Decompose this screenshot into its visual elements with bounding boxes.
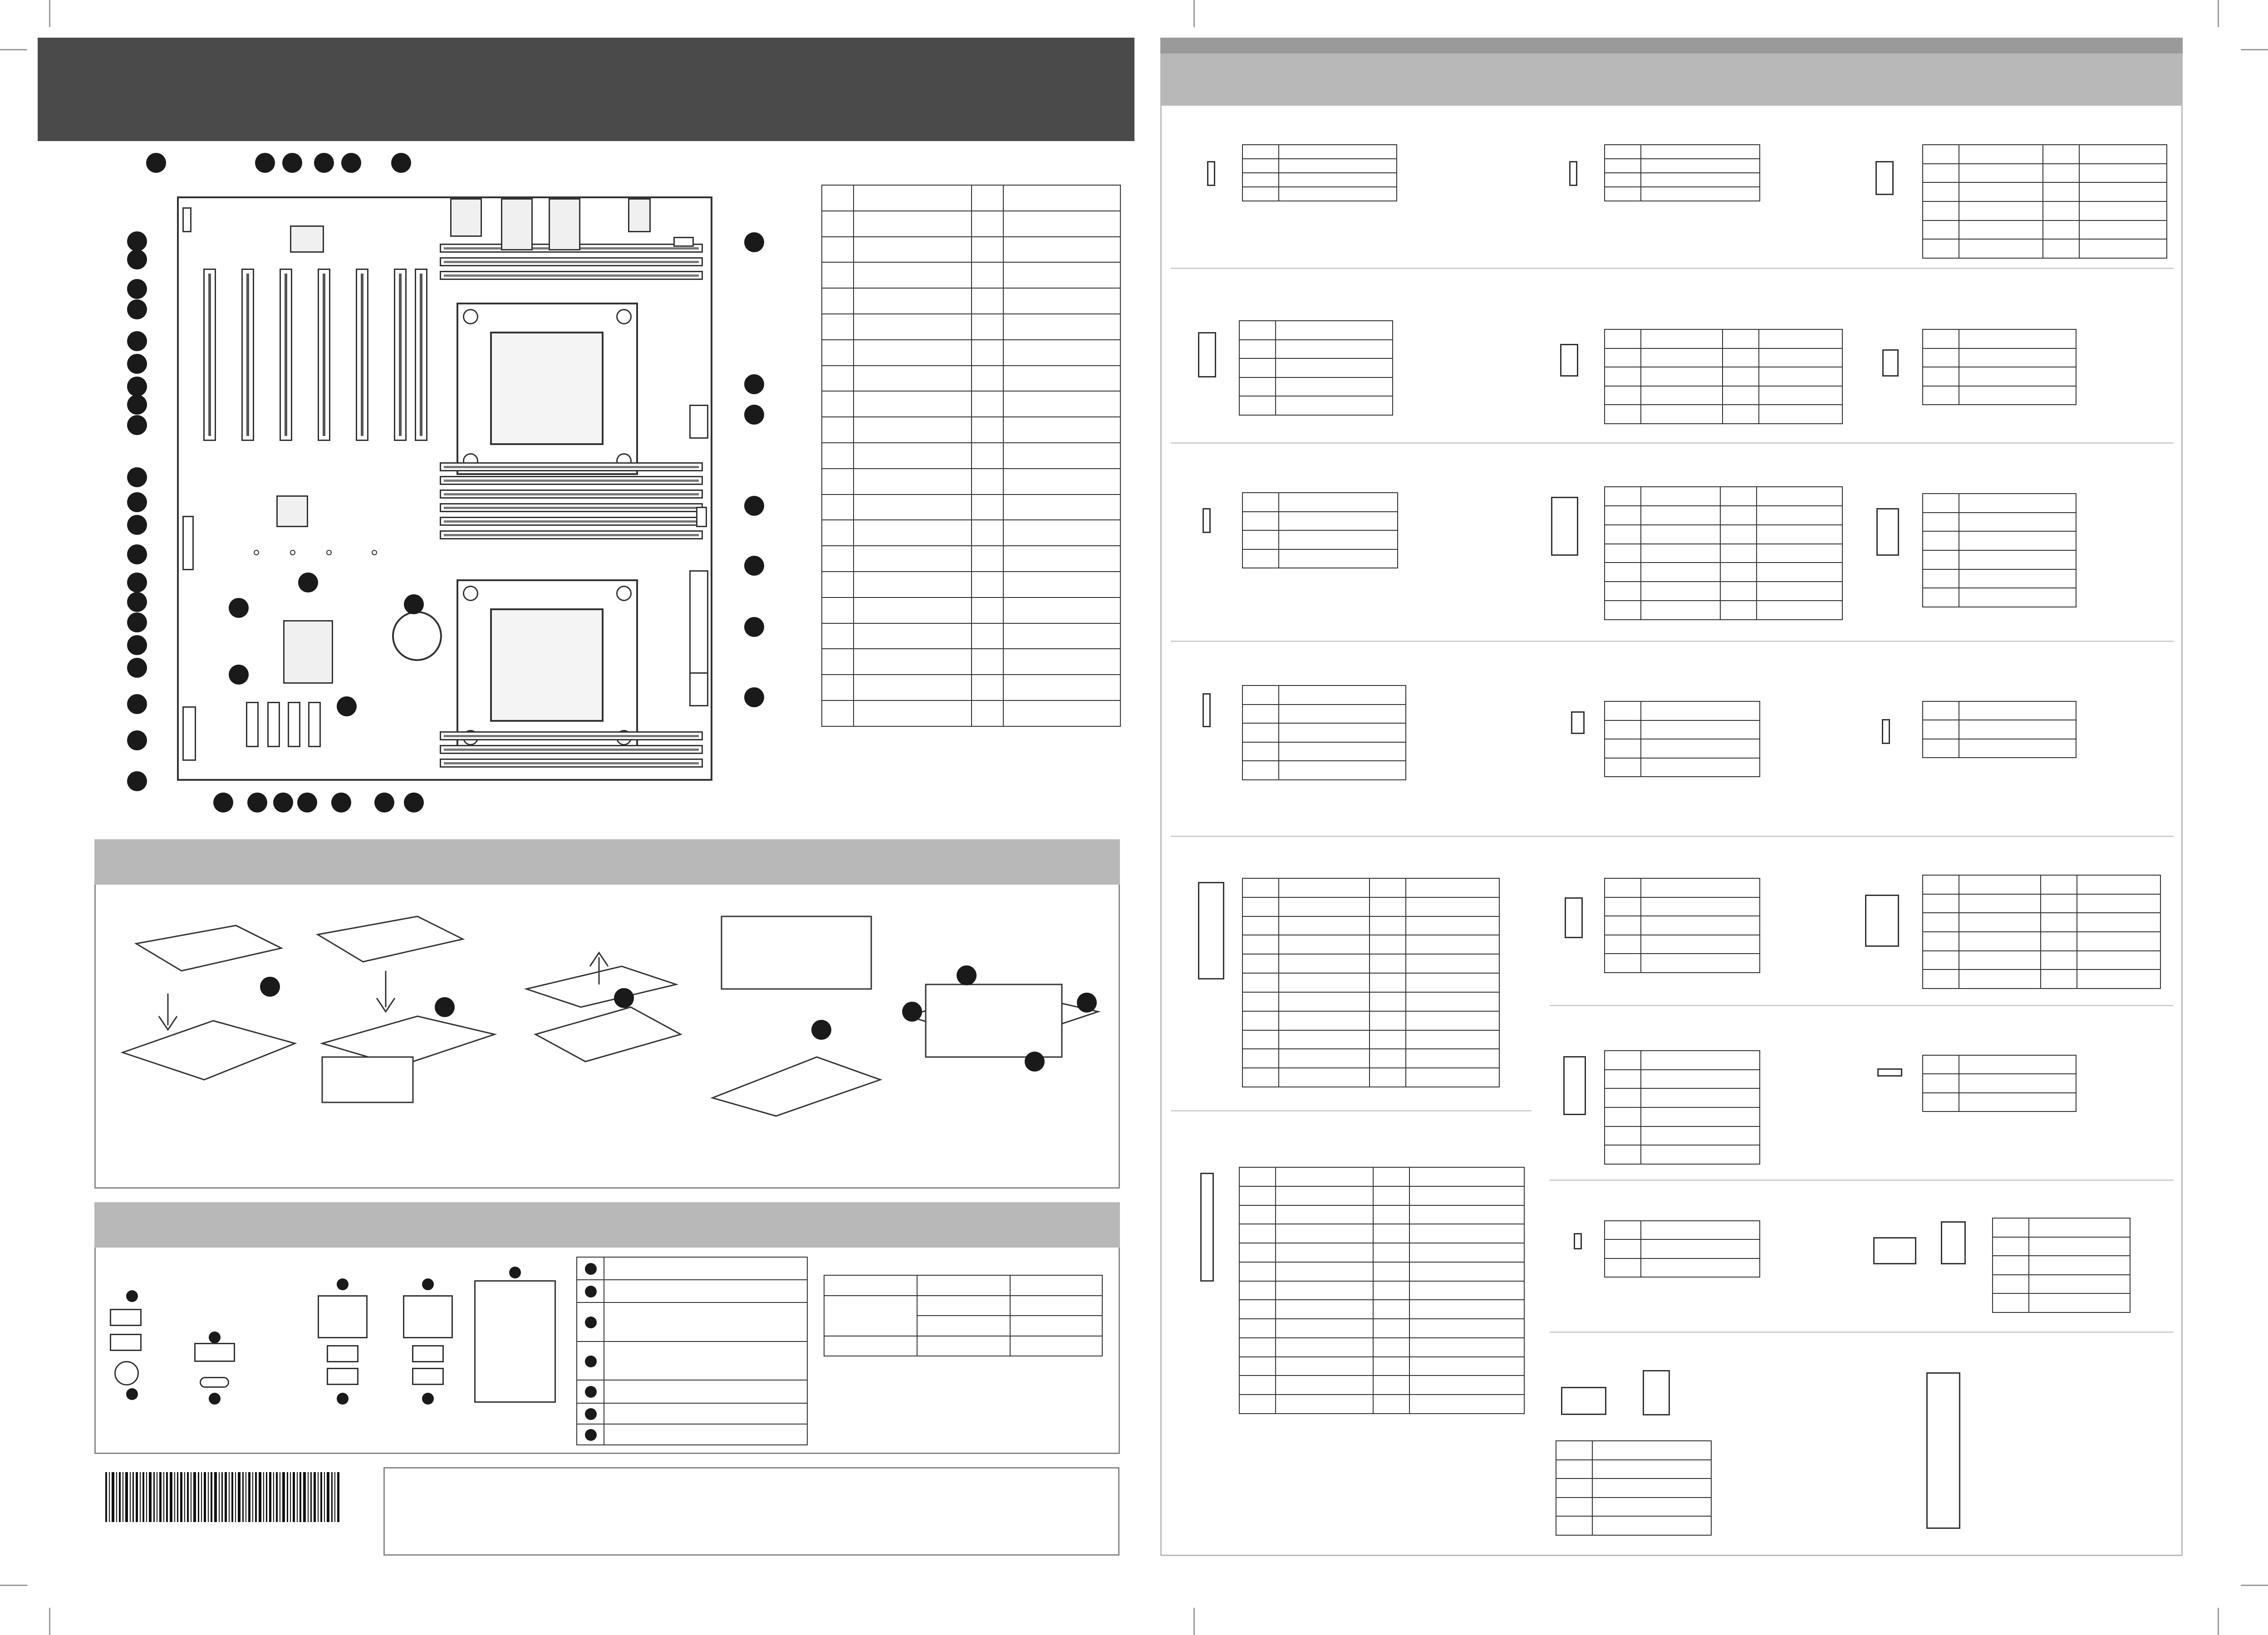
callout-marker	[127, 299, 147, 319]
pinout-table	[1239, 320, 1393, 416]
pcie-slot	[241, 269, 254, 441]
dimm-slot	[440, 490, 703, 499]
pinout-table	[1922, 493, 2077, 607]
dimm-slot	[440, 759, 703, 768]
crop-mark	[49, 1608, 50, 1635]
chipset	[283, 620, 333, 684]
crop-mark	[2241, 1585, 2268, 1586]
cpu-power-connector	[689, 672, 708, 706]
pinout-table	[1242, 144, 1397, 201]
callout-marker	[229, 665, 249, 685]
callout-marker	[247, 793, 267, 813]
connector-icon	[1574, 1233, 1582, 1249]
callout-marker	[744, 405, 764, 425]
barcode	[105, 1472, 341, 1522]
connector-icon	[1876, 508, 1899, 556]
dimm-slot	[440, 731, 703, 740]
callout-marker	[331, 793, 351, 813]
callout-marker	[127, 592, 147, 612]
dimm-slot	[440, 271, 703, 280]
pinout-table	[1242, 878, 1500, 1087]
io-marker-a	[126, 1290, 138, 1302]
connector-icon	[1560, 344, 1578, 377]
connector-icon	[1882, 719, 1890, 744]
pinout-table	[1922, 1055, 2077, 1112]
connector-icon	[1875, 161, 1894, 195]
dimm-slot	[440, 476, 703, 485]
pcie-slot	[356, 269, 368, 441]
connector-icon	[1207, 161, 1215, 186]
connector-icon	[1203, 508, 1211, 533]
crop-mark	[1193, 1608, 1195, 1635]
header	[182, 516, 194, 570]
pinout-table	[1922, 701, 2077, 758]
io-legend-f	[585, 1408, 597, 1420]
connector-icon	[1561, 1387, 1606, 1415]
page-header-right	[1160, 54, 2183, 104]
callout-marker	[298, 573, 318, 592]
usb-port	[412, 1368, 444, 1385]
usb-port	[327, 1345, 358, 1362]
component-legend-table	[821, 185, 1121, 727]
chip-top	[290, 225, 324, 253]
connector-icon	[1198, 332, 1216, 377]
io-legend-d	[585, 1356, 597, 1367]
pcie-slot	[318, 269, 330, 441]
callout-marker	[127, 492, 147, 512]
callout-marker	[127, 612, 147, 632]
usb-c-port	[200, 1377, 229, 1388]
callout-marker	[341, 153, 361, 173]
callout-marker	[127, 231, 147, 251]
ps2-port	[114, 1361, 139, 1385]
callout-marker	[744, 617, 764, 637]
io-legend-c	[585, 1317, 597, 1328]
io-legend-a	[585, 1263, 597, 1275]
callout-marker	[744, 232, 764, 252]
motherboard-layout	[177, 196, 712, 781]
pinout-table	[1604, 1050, 1760, 1165]
pinout-table	[1604, 486, 1843, 620]
callout-marker	[127, 467, 147, 487]
cpu-install-illustrations	[109, 907, 1107, 1121]
connector-icon	[1551, 497, 1578, 556]
callout-marker	[404, 793, 424, 813]
pcie-slot	[280, 269, 292, 441]
connector-icon	[1941, 1221, 1966, 1264]
fan-header	[673, 237, 694, 247]
callout-marker	[213, 793, 233, 813]
cpu-install-header	[94, 839, 1120, 885]
callout-marker	[744, 374, 764, 394]
pinout-table	[1239, 1167, 1525, 1414]
callout-marker	[127, 573, 147, 592]
pinout-table	[1922, 329, 2077, 405]
led-status-table	[824, 1275, 1103, 1356]
pinout-table	[1922, 875, 2161, 989]
connector-icon	[1571, 711, 1585, 734]
callout-marker	[374, 793, 394, 813]
usb-port	[194, 1343, 235, 1362]
crop-mark	[1193, 0, 1195, 27]
callout-marker	[127, 771, 147, 791]
bmc-chip	[276, 495, 308, 527]
pinout-table	[1604, 329, 1843, 424]
connector-icon	[1865, 895, 1899, 947]
callout-marker	[127, 694, 147, 714]
callout-marker	[282, 153, 302, 173]
callout-marker	[404, 594, 424, 614]
io-legend-g	[585, 1429, 597, 1441]
callout-marker	[127, 331, 147, 351]
callout-marker	[744, 496, 764, 516]
connector-icon	[1563, 1056, 1586, 1115]
connector-icon	[1565, 897, 1583, 938]
pcie-slot	[203, 269, 216, 441]
cpu-socket-1	[457, 303, 638, 475]
callout-marker	[127, 415, 147, 435]
pcie-slot	[415, 269, 427, 441]
rear-connector	[549, 198, 580, 250]
header	[182, 706, 196, 761]
usb-port	[412, 1345, 444, 1362]
sata-connector	[288, 702, 300, 747]
callout-marker	[744, 556, 764, 576]
callout-marker	[146, 153, 166, 173]
callout-marker	[127, 515, 147, 535]
connector-icon	[1873, 1237, 1916, 1264]
pinout-table	[1992, 1218, 2131, 1313]
callout-marker	[229, 598, 249, 618]
io-marker-g	[509, 1267, 521, 1278]
page-header-left	[38, 38, 1134, 141]
io-legend-table	[576, 1257, 808, 1445]
dimm-slot	[440, 517, 703, 526]
fan-header	[696, 507, 707, 527]
crop-mark	[2218, 0, 2219, 27]
crop-mark	[0, 49, 27, 50]
rear-connector	[628, 198, 651, 232]
callout-marker	[391, 153, 411, 173]
dimm-slot	[440, 745, 703, 754]
connector-icon	[1882, 349, 1899, 377]
pinout-table	[1604, 878, 1760, 973]
io-marker-c	[337, 1278, 349, 1290]
page-header-right-strip	[1160, 38, 2183, 54]
cpu-power-connector	[689, 405, 708, 439]
callout-marker	[297, 793, 317, 813]
callout-marker	[255, 153, 275, 173]
ethernet-port	[318, 1295, 368, 1338]
connector-icon	[1643, 1370, 1670, 1415]
dimm-slot	[440, 503, 703, 512]
callout-marker	[127, 250, 147, 269]
rear-io-header	[94, 1202, 1120, 1248]
callout-marker	[273, 793, 293, 813]
connector-icon	[1877, 1068, 1902, 1077]
pinout-table	[1604, 144, 1760, 201]
rear-connector	[450, 198, 482, 237]
crop-mark	[49, 0, 50, 27]
sata-connector	[267, 702, 280, 747]
connector-icon	[1569, 161, 1577, 186]
pinout-table	[1604, 1220, 1760, 1278]
dimm-slot	[440, 530, 703, 539]
callout-marker	[127, 635, 147, 655]
connector-icon	[1203, 693, 1211, 727]
callout-marker	[127, 395, 147, 415]
callout-marker	[127, 730, 147, 750]
cpu-socket-2	[457, 579, 638, 752]
callout-marker	[744, 687, 764, 707]
pinout-table	[1922, 144, 2167, 259]
io-marker-f	[337, 1393, 349, 1405]
ethernet-port	[403, 1295, 453, 1338]
crop-mark	[2241, 49, 2268, 50]
note-box	[383, 1467, 1119, 1556]
io-legend-b	[585, 1286, 597, 1297]
io-marker-c	[422, 1278, 434, 1290]
callout-marker	[127, 279, 147, 299]
dimm-slot	[440, 257, 703, 266]
dimm-slot	[440, 462, 703, 471]
atx-connector-icon	[1926, 1372, 1960, 1529]
cmos-battery	[392, 611, 442, 661]
crop-mark	[2218, 1608, 2219, 1635]
callout-marker	[127, 377, 147, 397]
connector-icon	[1200, 1173, 1214, 1282]
audio-jack-panel	[474, 1280, 556, 1403]
pcie-slot	[394, 269, 407, 441]
io-marker-c	[209, 1331, 221, 1343]
usb-port	[110, 1334, 142, 1351]
pinout-table	[1242, 492, 1398, 568]
callout-marker	[127, 544, 147, 564]
callout-marker	[314, 153, 334, 173]
pinout-table	[1242, 685, 1406, 780]
pinout-table	[1604, 701, 1760, 777]
io-marker-d	[209, 1393, 221, 1405]
usb-port	[110, 1309, 142, 1326]
sata-connector	[246, 702, 259, 747]
callout-marker	[337, 696, 357, 716]
callout-marker	[127, 658, 147, 678]
rear-connector	[501, 198, 533, 250]
pinout-table	[1556, 1440, 1712, 1536]
io-marker-f	[422, 1393, 434, 1405]
io-legend-e	[585, 1386, 597, 1398]
header	[182, 207, 191, 232]
sata-connector	[308, 702, 321, 747]
io-marker-b	[126, 1388, 138, 1400]
usb-port	[327, 1368, 358, 1385]
crop-mark	[0, 1585, 27, 1586]
connector-icon	[1198, 882, 1224, 979]
callout-marker	[127, 354, 147, 374]
